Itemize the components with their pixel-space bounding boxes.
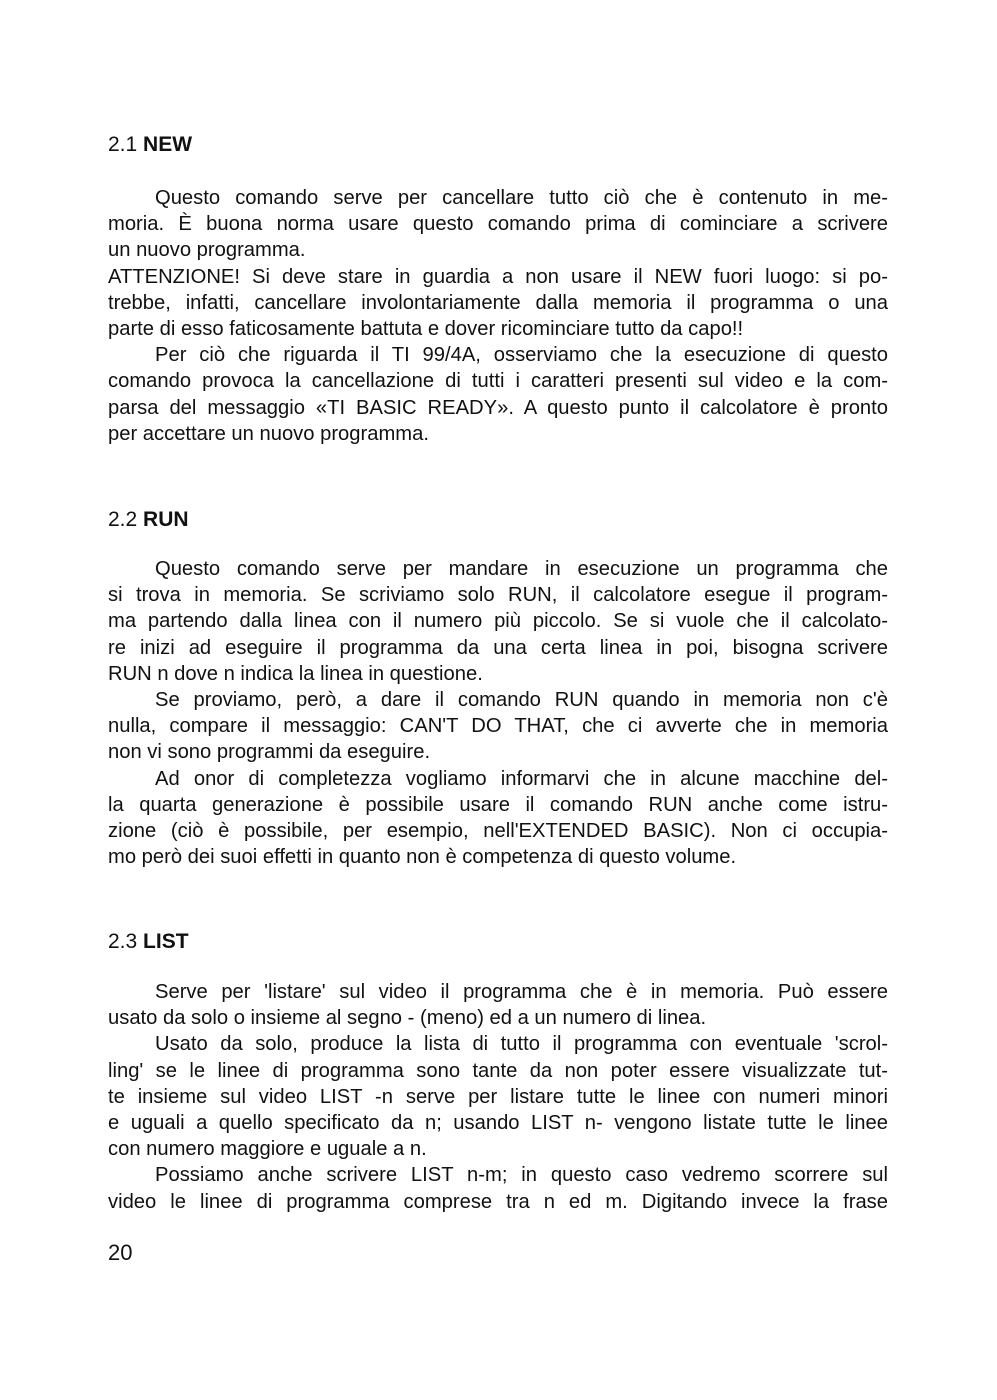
- text-line: ling' se le linee di programma sono tante da non poter essere visualizzate tut-: [108, 1059, 888, 1082]
- text-line: Serve per 'listare' sul video il programma che è in memoria. Può essere: [155, 981, 888, 1003]
- text-line: te insieme sul video LIST -n serve per listare tutte le linee con numeri minori: [108, 1085, 888, 1108]
- text-line: parte di esso faticosamente battuta e dover ricominciare tutto da capo!!: [108, 317, 744, 340]
- text-line: RUN n dove n indica la linea in questione.: [108, 662, 483, 685]
- page-number: 20: [108, 1240, 133, 1265]
- section-number: 2.2: [108, 508, 138, 531]
- text-line: re inizi ad eseguire il programma da una certa linea in poi, bisogna scrivere: [108, 636, 888, 659]
- text-line: ATTENZIONE! Si deve stare in guardia a non usare il NEW fuori luogo: si po-: [108, 265, 888, 288]
- section-body-run: [108, 556, 888, 870]
- text-line: non vi sono programmi da eseguire.: [108, 741, 431, 764]
- text-line: video le linee di programma comprese tra n ed m. Digitando invece la frase: [108, 1190, 888, 1213]
- section-title: LIST: [143, 930, 189, 953]
- text-line: con numero maggiore e uguale a n.: [108, 1138, 427, 1161]
- text-line: Usato da solo, produce la lista di tutto il programma con eventuale 'scrol-: [155, 1033, 888, 1056]
- text-line: Se proviamo, però, a dare il comando RUN quando in memoria non c'è: [155, 688, 888, 711]
- text-line: mo però dei suoi effetti in quanto non è competenza di questo volume.: [108, 846, 737, 869]
- text-line: Ad onor di completezza vogliamo informarvi che in alcune macchine del-: [155, 767, 888, 790]
- text-line: trebbe, infatti, cancellare involontariamente dalla memoria il programma o una: [108, 291, 888, 314]
- text-line: un nuovo programma.: [108, 239, 306, 262]
- section-body-list: [108, 979, 888, 1215]
- text-line: per accettare un nuovo programma.: [108, 422, 429, 445]
- section-number: 2.3: [108, 930, 138, 953]
- text-line: la quarta generazione è possibile usare il comando RUN anche come istru-: [108, 793, 888, 816]
- section-heading-new: [108, 133, 192, 157]
- text-line: nulla, compare il messaggio: CAN'T DO THAT, che ci avverte che in memoria: [108, 715, 888, 738]
- section-title: RUN: [143, 508, 189, 531]
- text-line: parsa del messaggio «TI BASIC READY». A questo punto il calcolatore è pronto: [108, 396, 888, 419]
- text-line: moria. È buona norma usare questo comando prima di cominciare a scrivere: [108, 213, 888, 236]
- text-line: si trova in memoria. Se scriviamo solo RUN, il calcolatore esegue il program-: [108, 584, 888, 607]
- section-heading-list: [108, 930, 189, 954]
- text-line: ma partendo dalla linea con il numero più piccolo. Se si vuole che il calcolato-: [108, 610, 888, 633]
- text-line: Questo comando serve per mandare in esecuzione un programma che: [155, 558, 888, 580]
- section-body-new: [108, 185, 888, 447]
- text-line: Questo comando serve per cancellare tutto ciò che è contenuto in me-: [155, 187, 888, 209]
- section-heading-run: [108, 508, 189, 532]
- text-line: Per ciò che riguarda il TI 99/4A, osserviamo che la esecuzione di questo: [155, 344, 888, 367]
- text-line: usato da solo o insieme al segno - (meno) ed a un numero di linea.: [108, 1007, 707, 1030]
- text-line: e uguali a quello specificato da n; usando LIST n- vengono listate tutte le linee: [108, 1111, 888, 1134]
- section-number: 2.1: [108, 133, 138, 156]
- text-line: zione (ciò è possibile, per esempio, nell'EXTENDED BASIC). Non ci occupia-: [108, 819, 888, 842]
- section-title: NEW: [143, 133, 193, 156]
- text-line: Possiamo anche scrivere LIST n-m; in questo caso vedremo scorrere sul: [155, 1164, 888, 1187]
- text-line: comando provoca la cancellazione di tutti i caratteri presenti sul video e la com-: [108, 370, 888, 393]
